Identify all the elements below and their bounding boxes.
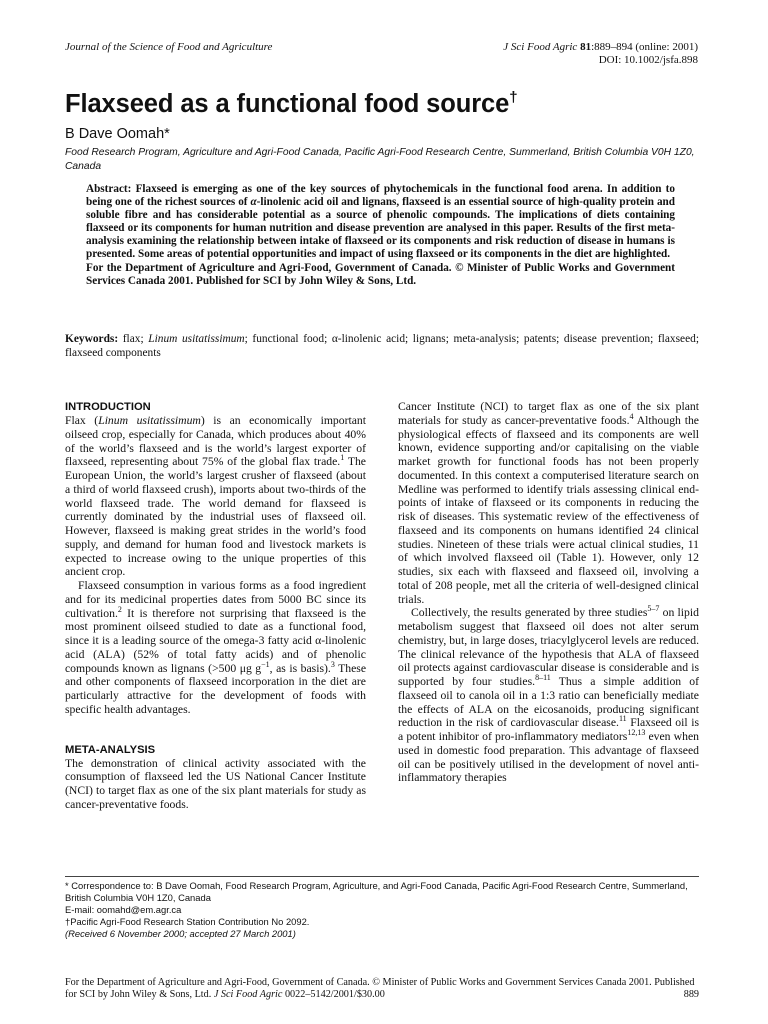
section-gap xyxy=(65,717,366,743)
reference-mark: 1 xyxy=(340,453,345,463)
abstract-alpha: α xyxy=(250,196,257,209)
text-run: Although the physiological effects of flaxseed and its components are well known, evidence supporting and/or capitalising on the viable market growth for functional foods has not been properly documented. In this context a computerised literature search on Medline was performed to identify trials assessing clinical end-points of intake of flaxseed or its components in reducing the risk of diseases. This systematic review of the effectiveness of flaxseed and its components on humans identified 24 clinical studies. Nineteen of these trials were actual clinical studies, 11 of which involved flaxseed oil (Table 1). However, only 12 studies, six each with flaxseed and flaxseed oil, involving a total of 208 people, met all the criteria of well-designed clinical trials. xyxy=(398,413,699,606)
reference-mark: 12,13 xyxy=(627,728,646,737)
citation-abbrev: J Sci Food Agric xyxy=(503,41,578,53)
abstract-part1: Abstract: Flaxseed is emerging as one of the key sources of phytochemicals in the functional food arena. In addition to being one of the richest sources of xyxy=(86,183,675,209)
page-number: 889 xyxy=(683,989,699,1000)
abstract-copyright: For the Department of Agriculture and Agri-Food, Government of Canada. © Minister of Public Works and Government Services Canada 2001. Published for SCI by John Wiley & Sons, Ltd. xyxy=(86,261,675,287)
author-name: B Dave Oomah* xyxy=(65,126,170,142)
intro-paragraph-1 xyxy=(65,414,366,579)
text-run: , as is basis). xyxy=(269,661,331,675)
bottom-copyright xyxy=(65,977,699,1002)
article-title xyxy=(65,89,517,119)
unit-exponent: −1 xyxy=(261,659,270,669)
bottom-issn: 0022–5142/2001/$30.00 xyxy=(282,989,385,1001)
abstract xyxy=(86,183,675,288)
keywords-part1: flax; xyxy=(118,333,149,345)
keywords-latin: Linum usitatissimum xyxy=(148,333,245,345)
bottom-journal-abbrev: J Sci Food Agric xyxy=(213,989,283,1001)
text-run: The demonstration of clinical activity associated with the consumption of flaxseed led the US National Cancer Institute (NCI) to target flax as one of the six plant materials for study as cancer-preventative foods. xyxy=(65,756,366,811)
keywords-part2: ; functional food; α-linolenic acid; lignans; meta-analysis; patents; disease prevention; flaxseed; flaxseed components xyxy=(65,333,700,359)
citation-block xyxy=(503,41,698,66)
footnote-correspondence: * Correspondence to: B Dave Oomah, Food Research Program, Agriculture, and Agri-Food Canada, Pacific Agri-Food Research Centre, Summerland, British Columbia V0H 1Z0, Canada xyxy=(65,880,688,903)
text-run: The European Union, the world’s largest crusher of flaxseed (about a third of world flaxseed crush), imports about two-thirds of the world flaxseed trade. The world demand for flaxseed is currently dominated by the industrial uses of flaxseed oil. However, flaxseed is making great strides in the world’s food supply, and demand for human food and livestock markets is expected to increase owing to the unique properties of this ancient crop. xyxy=(65,455,366,579)
text-run: even when used in domestic food preparation. This advantage of flaxseed oil can be positively utilised in the development of novel anti-inflammatory therapies xyxy=(398,730,699,785)
citation-volume: 81 xyxy=(580,41,592,53)
text-run: on lipid metabolism suggest that flaxseed oil does not alter serum chemistry, but, in large doses, triacylglycerol levels are reduced. The clinical relevance of the hypothesis that ALA of flaxseed oil protects against cardiovascular disease is considerable and is supported by four studies. xyxy=(398,606,699,688)
reference-mark: 11 xyxy=(618,714,627,724)
author-affiliation: Food Research Program, Agriculture and Agri-Food Canada, Pacific Agri-Food Research Centre, Summerland, British Columbia V0H 1Z0, Canada xyxy=(65,147,695,172)
footnote-rule xyxy=(65,876,699,877)
text-run: Collectively, the results generated by three studies xyxy=(411,606,648,620)
meta-paragraph-1-continued xyxy=(398,400,699,606)
text-run: Cancer Institute (NCI) to target flax as one of the six plant materials for study as cancer-preventative foods. xyxy=(398,400,699,427)
reference-mark: 3 xyxy=(330,659,335,669)
reference-mark: 5–7 xyxy=(647,604,660,614)
footnote-contribution: †Pacific Agri-Food Research Station Contribution No 2092. xyxy=(65,915,310,927)
doi: DOI: 10.1002/jsfa.898 xyxy=(598,53,698,66)
bottom-text: For the Department of Agriculture and Agri-Food, Government of Canada. © Minister of Public Works and Government Services Canada 2001. Published for SCI by John Wiley & Sons, Ltd. xyxy=(65,977,695,1001)
text-run: These and other components of flaxseed incorporation in the diet are particularly attractive for the development of foods with specific health advantages. xyxy=(65,661,367,716)
latin-name: Linum usitatissimum xyxy=(98,414,201,427)
text-run: Thus a simple addition of flaxseed oil to canola oil in a 1:3 ratio can beneficially mediate the effects of ALA on the eicosanoids, producing significant reduction in the risk of cardiovascular disease. xyxy=(398,675,700,730)
text-run: Flax ( xyxy=(65,414,99,427)
footnote-received: (Received 6 November 2000; accepted 27 March 2001) xyxy=(65,927,296,939)
journal-name: Journal of the Science of Food and Agriculture xyxy=(65,41,273,53)
right-column xyxy=(398,400,699,785)
intro-paragraph-2 xyxy=(65,579,366,717)
reference-mark: 2 xyxy=(117,604,122,614)
text-run: Flaxseed consumption in various forms as a food ingredient and for its medicinal properties dates from 5000 BC since its cultivation. xyxy=(65,579,366,620)
reference-mark: 4 xyxy=(629,411,634,421)
keywords xyxy=(65,333,699,360)
reference-mark: 8–11 xyxy=(535,673,551,682)
abstract-part2: -linolenic acid oil and lignans, flaxseed is an essential source of high-quality protein and soluble fibre and has considerable potential as a source of phenolic compounds. The implications of diets containing flaxseed or its components for human nutrition and disease prevention are analysed in this paper. Results of the first meta-analysis examining the relationship between intake of flaxseed or its components and risk reduction of disease in humans is presented. Some areas of potential opportunities and impact of using flaxseed or its components in the diet are highlighted. xyxy=(86,196,675,261)
title-dagger: † xyxy=(509,89,518,106)
meta-paragraph-2 xyxy=(398,606,699,785)
citation-pages: :889–894 (online: 2001) xyxy=(591,41,698,53)
text-run: Flaxseed oil is a potent inhibitor of pro-inflammatory mediators xyxy=(398,716,699,743)
left-column xyxy=(65,400,367,811)
footnotes xyxy=(65,880,705,940)
title-text: Flaxseed as a functional food source xyxy=(65,90,510,118)
meta-paragraph-1 xyxy=(65,756,366,811)
section-heading-meta-analysis: META-ANALYSIS xyxy=(65,743,156,756)
text-run: ) is an economically important oilseed crop, especially for Canada, which produces about 40% of the world’s flaxseed and is the world’s largest exporter of flaxseed, representing about 75% of the global flax trade. xyxy=(65,414,367,469)
citation-line xyxy=(503,41,698,54)
text-run: It is therefore not surprising that flaxseed is the most prominent oilseed studied to date as a functional food, since it is a leading source of the omega-3 fatty acid α-linolenic acid (ALA) (52% of total fatty acids) and of phenolic compounds known as lignans (>500 μg g xyxy=(65,606,366,675)
footnote-email: E-mail: oomahd@em.agr.ca xyxy=(65,903,182,915)
keywords-label: Keywords: xyxy=(65,333,119,345)
abstract-text xyxy=(86,183,675,262)
section-heading-introduction: INTRODUCTION xyxy=(65,401,151,413)
